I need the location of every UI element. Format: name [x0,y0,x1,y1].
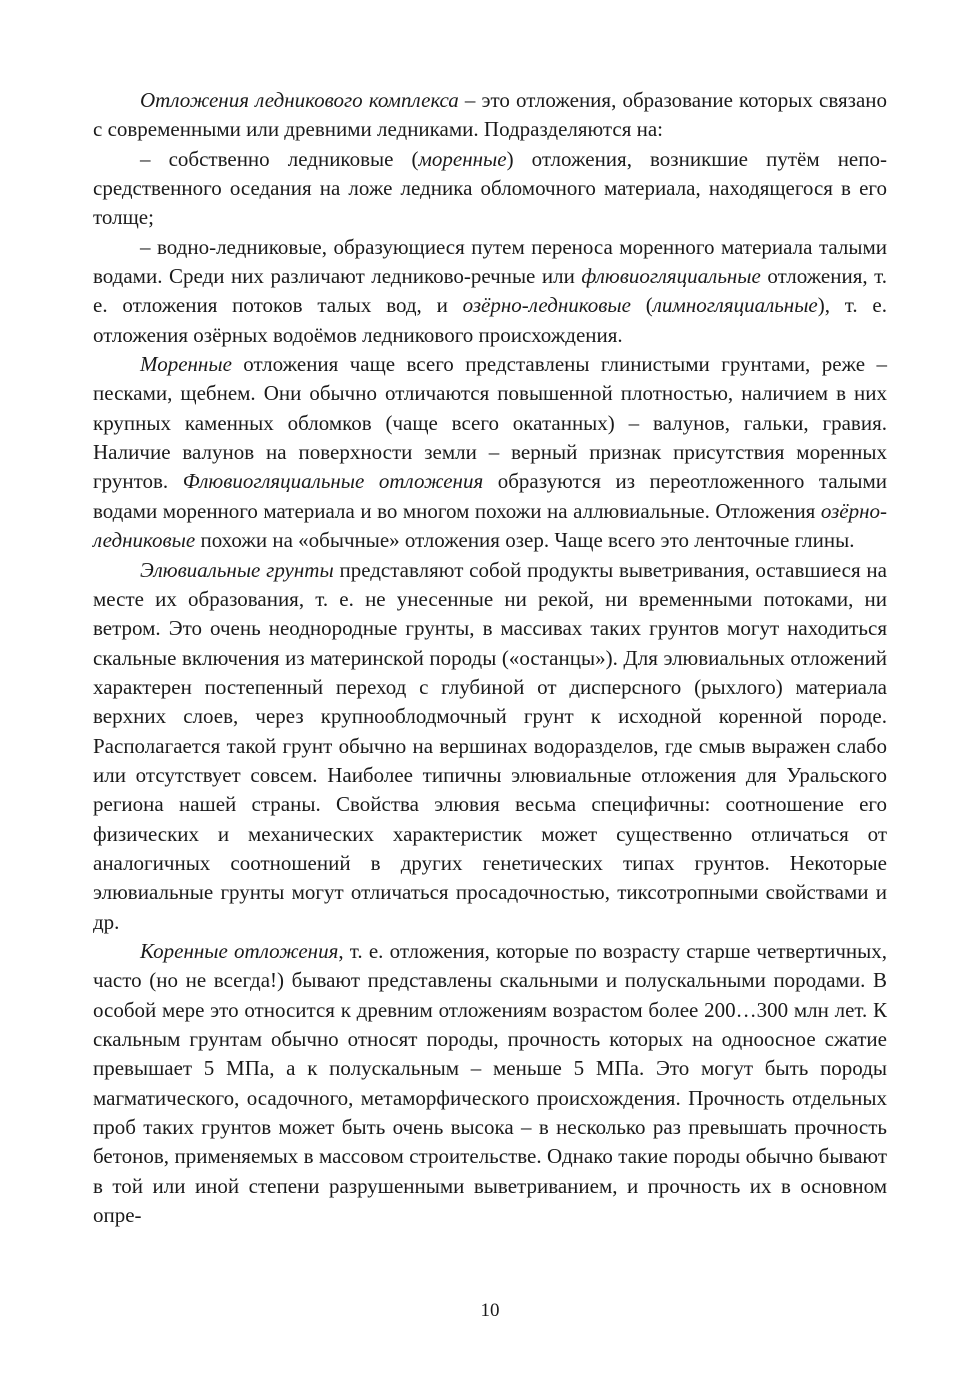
paragraph-moraine-deposits: Моренные отложения чаще всего представлены глинистыми грунтами, реже – песками, щебнем. Они обычно отличаются повышенной плотностью, наличием в них крупных каменных обломков (чаще всего окатанных) – валунов, гальки, гравия. Наличие валунов на поверхности земли – верный признак присутствия моренных грунтов. Флювиогляциальные отложения образуются из переотложенного талыми водами моренного материала и во многом похожи на аллювиальные. Отложения озёрно-ледниковые похожи на «обычные» отложения озер. Чаще всего это ленточные глины. [93,352,887,553]
page-number: 10 [480,1300,500,1321]
document-body [93,86,887,1230]
paragraph-glacial-deposits: Отложения ледникового комплекса – это отложения, образование которых связано с современными или древними ледниками. Подразделяются на: [93,88,887,142]
paragraph-fluvioglacial-list-item: – водно-ледниковые, образующиеся путем переноса моренного материала талыми водами. Среди них различают ледниково-речные или флювиогляциальные отложения, т. е. отложения потоков талых вод, и озёрно-ледниковые (лимногляциальные), т. е. отложения озёрных водоёмов ледникового происхождения. [93,234,888,347]
paragraph-eluvial-soils: Элювиальные грунты представляют собой продукты выветривания, оставшиеся на месте их образования, т. е. не унесенные ни рекой, ни временными потоками, ни ветром. Это очень неоднородные грунты, в массивах таких грунтов могут находиться скальные включения из материнской породы («останцы»). Для элювиальных отложений характерен постепенный переход с глубиной от дисперсного (рыхлого) материала верхних слоев, через крупнооблодмочный грунт к исходной коренной породе. Располагается такой грунт обычно на вершинах водоразделов, где смыв выражен слабо или отсутствует совсем. Наиболее типичны элювиальные отложения для Уральского региона нашей страны. Свойства элювия весьма специфичны: соотношение его физических и механических характеристик может существенно отличаться от аналогичных соотношений в других генетических типах грунтов. Некоторые элювиальные грунты могут отличаться просадочностью, тиксотропными свойствами и др. [93,557,887,934]
paragraph-moraine-list-item: – собственно ледниковые (моренные) отложения, возникшие путём непосредственного оседания на ложе ледника обломочного материала, находящегося в его толще; [93,146,887,230]
paragraph-bedrock-deposits: Коренные отложения, т. е. отложения, которые по возрасту старше четвертичных, часто (но не всегда!) бывают представлены скальными и полускальными породами. В особой мере это относится к древним отложениям возрастом более 200…300 млн лет. К скальным грунтам обычно относят породы, прочность которых на одноосное сжатие превышает 5 МПа, а к полускальным – меньше 5 МПа. Это могут быть породы магматического, осадочного, метаморфического происхождения. Прочность отдельных проб таких грунтов может быть очень высока – в несколько раз превышать прочность бетонов, применяемых в массовом строительстве. Однако такие породы обычно бывают в той или иной степени разрушенными выветриванием, и прочность их в основном опре- [93,938,887,1228]
